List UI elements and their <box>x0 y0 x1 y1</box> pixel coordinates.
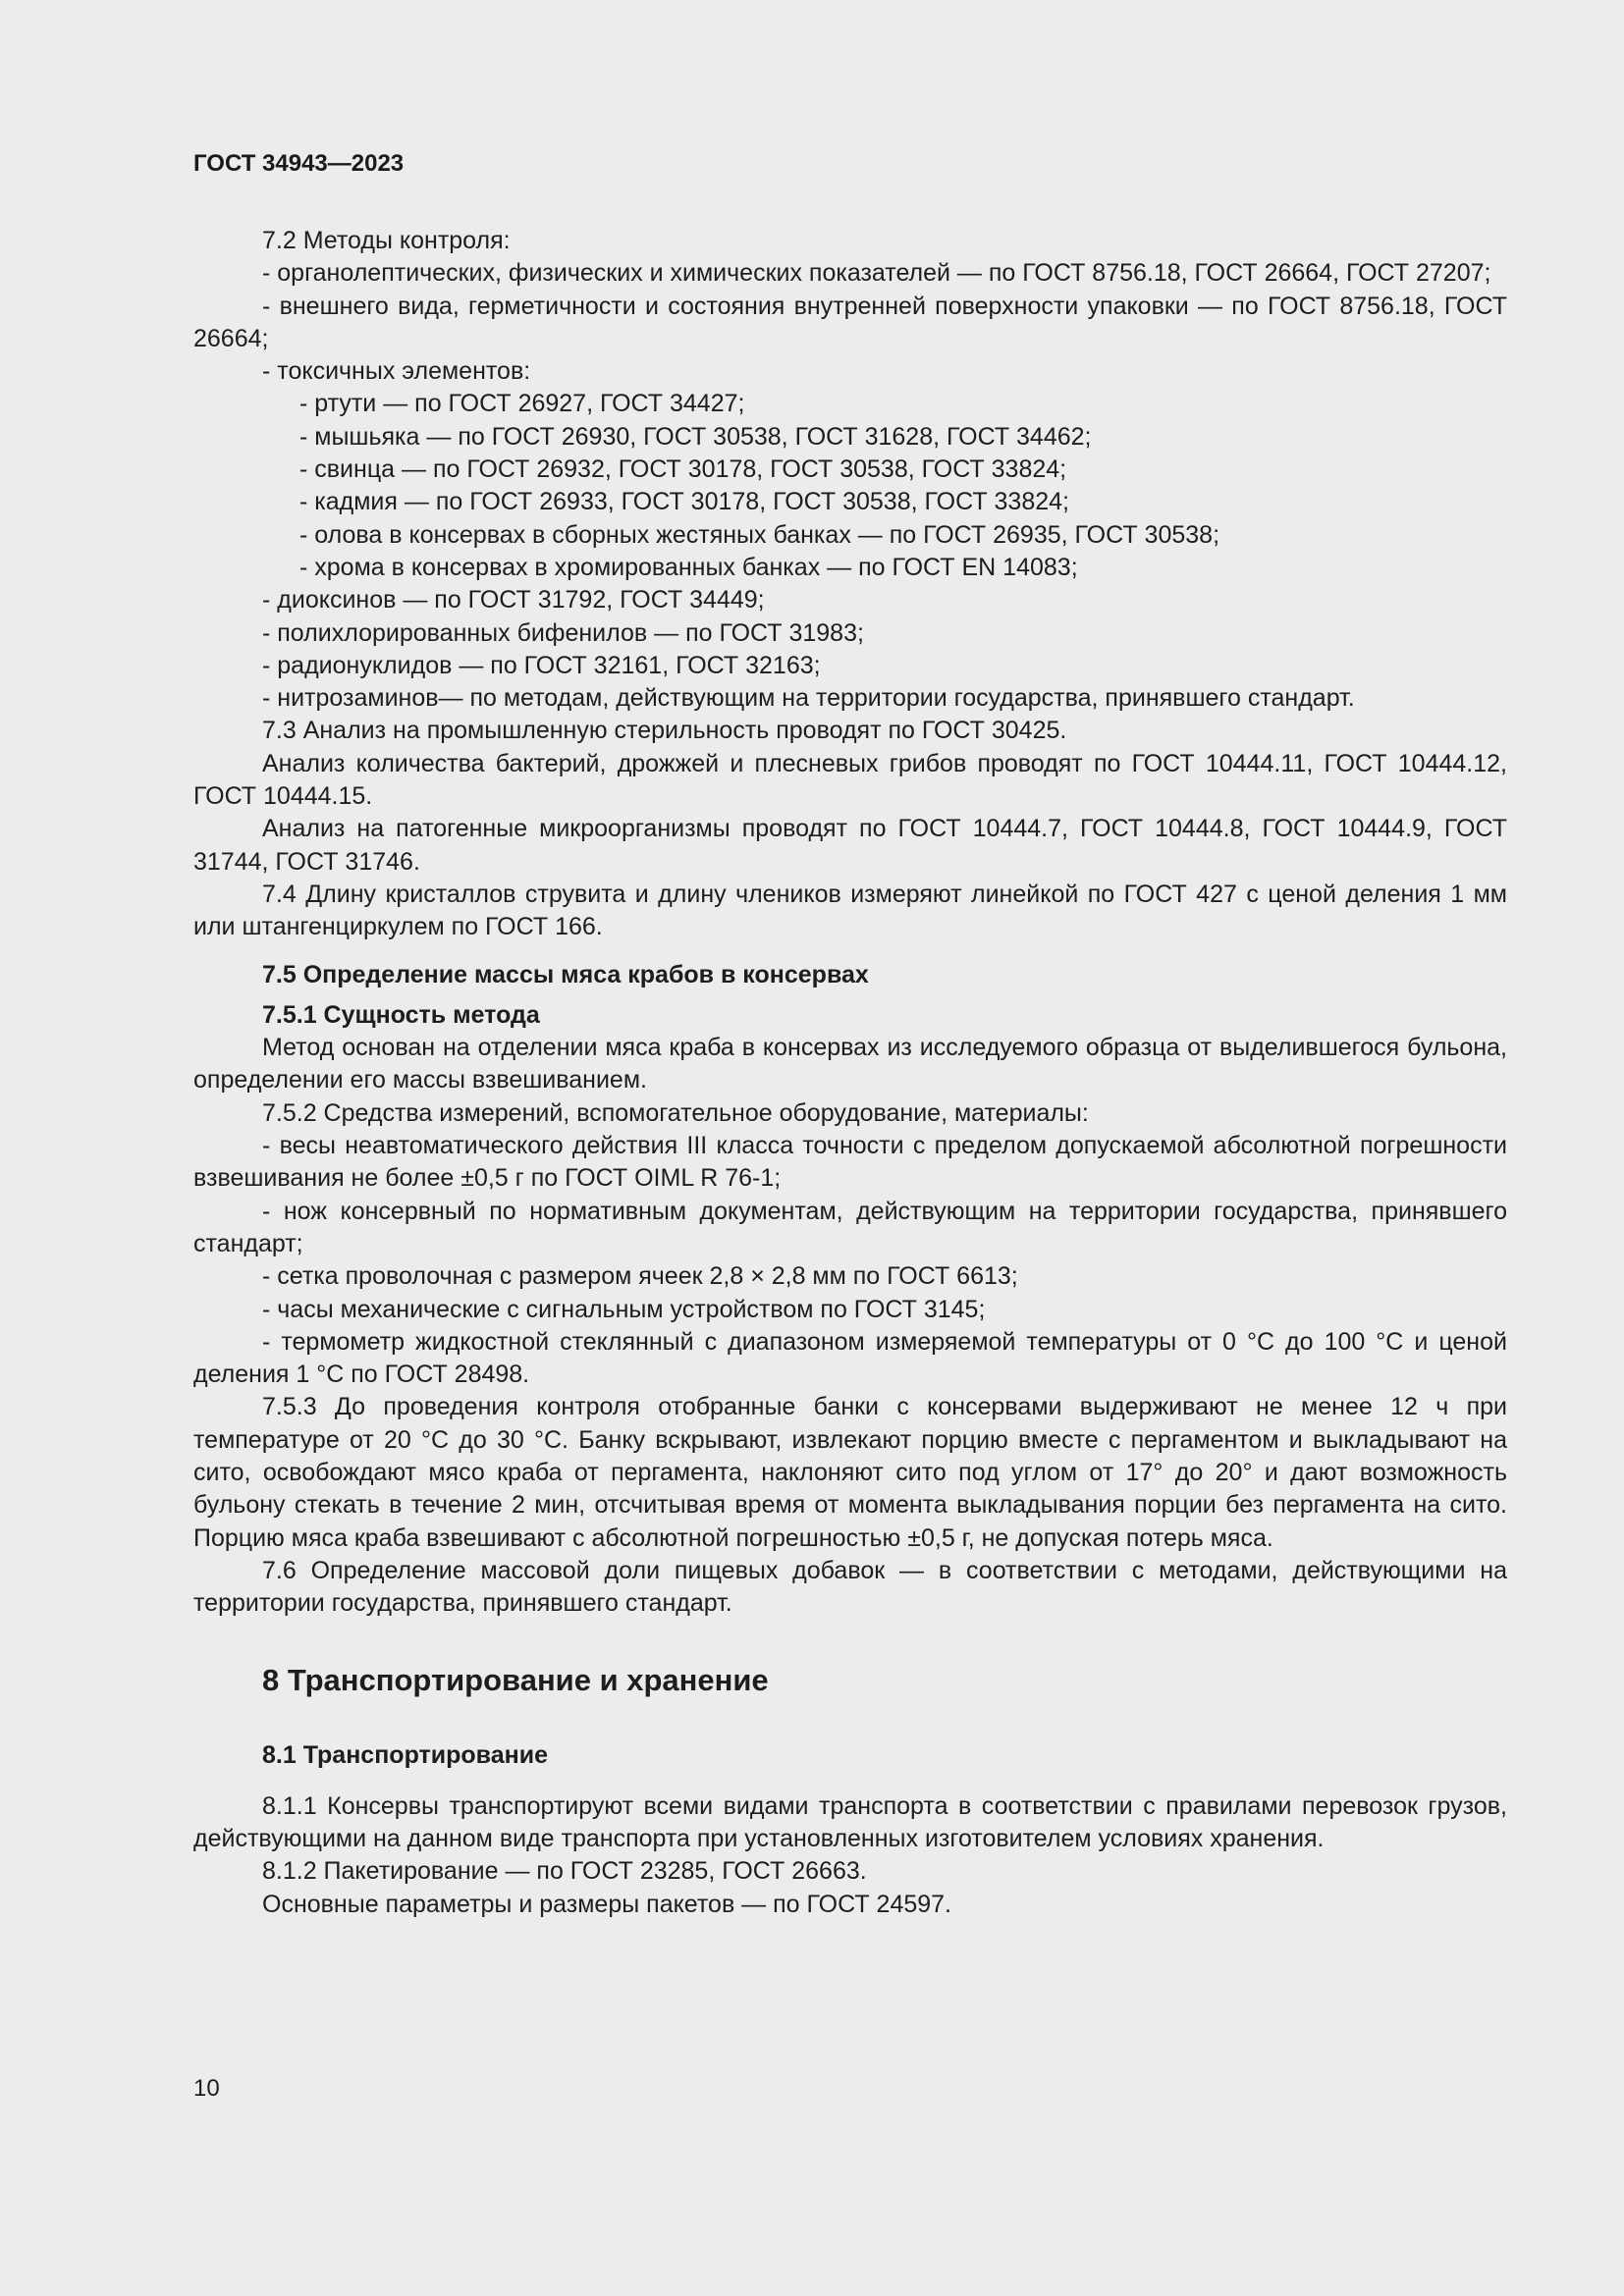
list-item: - часы механические с сигнальным устройством по ГОСТ 3145; <box>262 1295 986 1323</box>
sub-list-item: - свинца — по ГОСТ 26932, ГОСТ 30178, ГОСТ 30538, ГОСТ 33824; <box>299 455 1067 484</box>
page-number: 10 <box>193 2075 220 2102</box>
sub-list-item: - олова в консервах в сборных жестяных банках — по ГОСТ 26935, ГОСТ 30538; <box>299 520 1220 549</box>
paragraph: Анализ на патогенные микроорганизмы проводят по ГОСТ 10444.7, ГОСТ 10444.8, ГОСТ 10444.9, ГОСТ 31744, ГОСТ 31746. <box>193 815 1507 876</box>
paragraph-8-1-2: 8.1.2 Пакетирование — по ГОСТ 23285, ГОСТ 26663. <box>262 1857 867 1886</box>
document-body <box>193 225 1507 1921</box>
list-item: - радионуклидов — по ГОСТ 32161, ГОСТ 32163; <box>262 651 821 679</box>
heading-7-5: 7.5 Определение массы мяса крабов в консервах <box>262 960 869 988</box>
list-item: - термометр жидкостной стеклянный с диапазоном измеряемой температуры от 0 °С до 100 °С и ценой деления 1 °С по ГОСТ 28498. <box>193 1327 1507 1389</box>
paragraph-7-5-2: 7.5.2 Средства измерений, вспомогательное оборудование, материалы: <box>262 1098 1089 1127</box>
paragraph-7-6: 7.6 Определение массовой доли пищевых добавок — в соответствии с методами, действующими на территории государства, принявшего стандарт. <box>193 1556 1507 1618</box>
document-header: ГОСТ 34943—2023 <box>193 150 405 177</box>
list-item: - нож консервный по нормативным документам, действующим на территории государства, принявшего стандарт; <box>193 1197 1507 1257</box>
list-item: - токсичных элементов: <box>262 357 531 386</box>
heading-8-1: 8.1 Транспортирование <box>262 1741 548 1770</box>
sub-list-item: - кадмия — по ГОСТ 26933, ГОСТ 30178, ГОСТ 30538, ГОСТ 33824; <box>299 488 1069 516</box>
paragraph-7-5-3: 7.5.3 До проведения контроля отобранные банки с консервами выдерживают не менее 12 ч при температуре от 20 °С до 30 °С. Банку вскрывают, извлекают порцию вместе с пергаментом и выкладывают на сито, освобождают мясо краба от пергамента, наклоняют сито под углом от 17° до 20° и дают возможность бульону стекать в течение 2 мин, отсчитывая время от момента выкладывания порции без пергамента на сито. Порцию мяса краба взвешивают с абсолютной погрешностью ±0,5 г, не допуская потерь мяса. <box>193 1393 1507 1552</box>
list-item: - диоксинов — по ГОСТ 31792, ГОСТ 34449; <box>262 586 765 614</box>
sub-list-item: - мышьяка — по ГОСТ 26930, ГОСТ 30538, ГОСТ 31628, ГОСТ 34462; <box>299 422 1092 451</box>
paragraph-7-3: 7.3 Анализ на промышленную стерильность проводят по ГОСТ 30425. <box>262 717 1067 745</box>
list-item: - органолептических, физических и химических показателей — по ГОСТ 8756.18, ГОСТ 26664, ГОСТ 27207; <box>262 259 1491 288</box>
list-item: - сетка проволочная с размером ячеек 2,8 × 2,8 мм по ГОСТ 6613; <box>262 1262 1018 1291</box>
list-item: - весы неавтоматического действия III класса точности с пределом допускаемой абсолютной погрешности взвешивания не более ±0,5 г по ГОСТ OIML R 76-1; <box>193 1132 1507 1193</box>
sub-list-item: - ртути — по ГОСТ 26927, ГОСТ 34427; <box>299 390 745 418</box>
section-heading-8: 8 Транспортирование и хранение <box>262 1663 769 1698</box>
list-item: - полихлорированных бифенилов — по ГОСТ 31983; <box>262 618 864 647</box>
paragraph-7-4: 7.4 Длину кристаллов струвита и длину члеников измеряют линейкой по ГОСТ 427 с ценой деления 1 мм или штангенциркулем по ГОСТ 166. <box>193 880 1507 941</box>
paragraph-7-2: 7.2 Методы контроля: <box>262 227 511 254</box>
list-item: - нитрозаминов— по методам, действующим на территории государства, принявшего стандарт. <box>262 684 1355 713</box>
paragraph: Основные параметры и размеры пакетов — по ГОСТ 24597. <box>262 1890 952 1918</box>
list-item: - внешнего вида, герметичности и состояния внутренней поверхности упаковки — по ГОСТ 8756.18, ГОСТ 26664; <box>193 292 1507 352</box>
paragraph: Анализ количества бактерий, дрожжей и плесневых грибов проводят по ГОСТ 10444.11, ГОСТ 10444.12, ГОСТ 10444.15. <box>193 749 1507 811</box>
paragraph-8-1-1: 8.1.1 Консервы транспортируют всеми видами транспорта в соответствии с правилами перевозок грузов, действующими на данном виде транспорта при установленных изготовителем условиях хранения. <box>193 1791 1507 1853</box>
sub-list-item: - хрома в консервах в хромированных банках — по ГОСТ EN 14083; <box>299 553 1078 581</box>
heading-7-5-1: 7.5.1 Сущность метода <box>262 1000 540 1029</box>
paragraph-7-5-1: Метод основан на отделении мяса краба в консервах из исследуемого образца от выделившегося бульона, определении его массы взвешиванием. <box>193 1034 1507 1095</box>
